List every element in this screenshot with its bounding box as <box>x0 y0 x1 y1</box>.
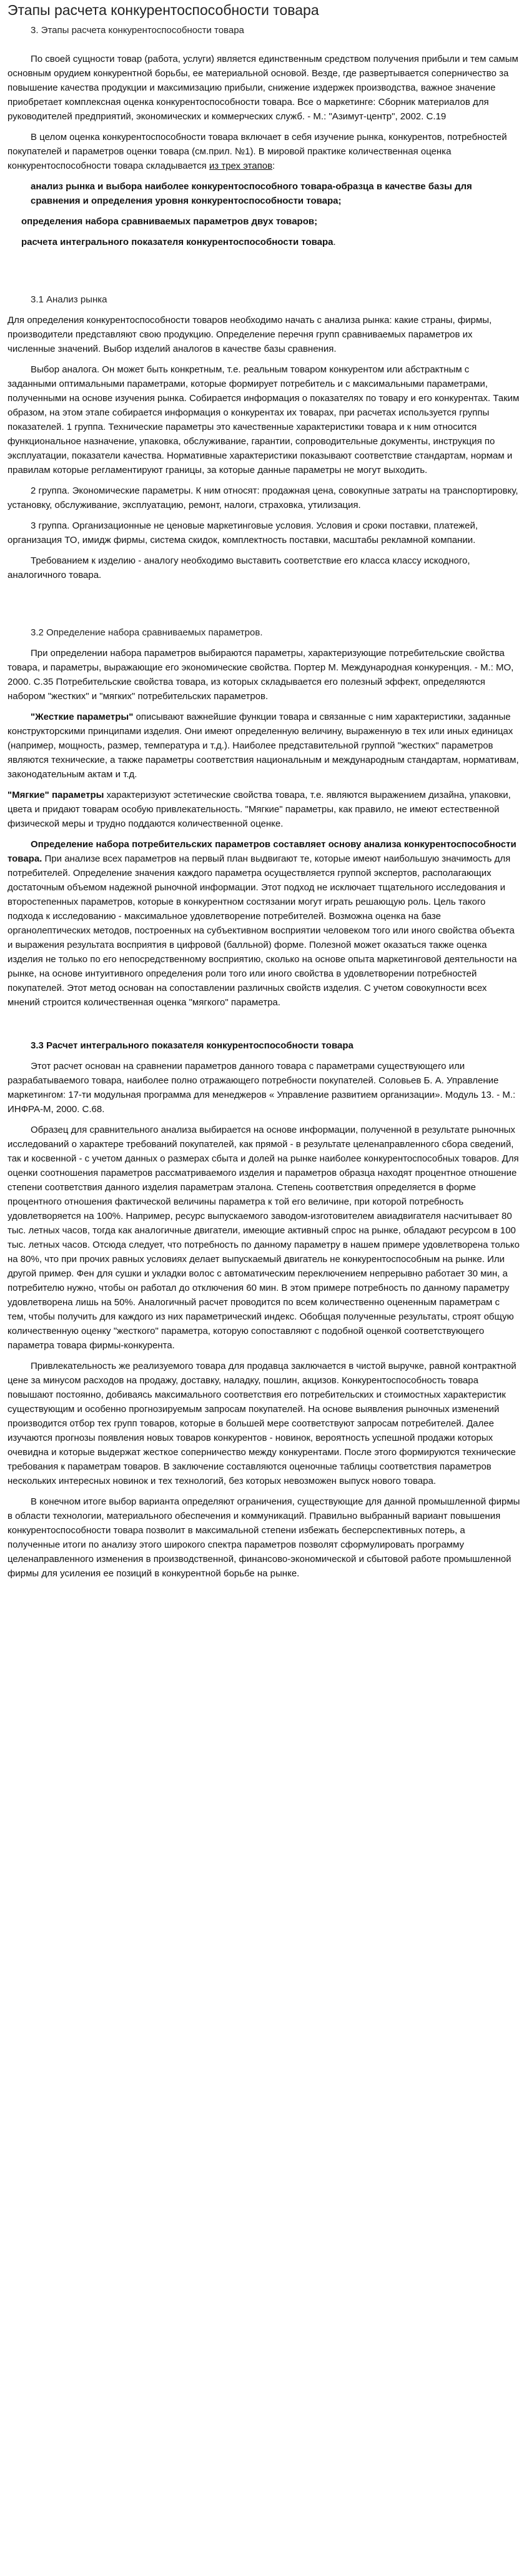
section-3-1-heading: 3.1 Анализ рынка <box>31 294 107 305</box>
hard-params-term: "Жесткие параметры" <box>31 712 134 722</box>
stage-item-3-text: расчета интегрального показателя конкурентоспособности товара <box>21 237 334 247</box>
p32-1: При определении набора параметров выбираются параметры, характеризующие потребительские свойства товара, и параметры, выражающие его экономические свойства. Портер М. Международная конкуренция. - М.: МО, 2000. С.35 Потребительские свойства товара, из которых складывается его полезный эффект, определяются набором "жестких" и "мягких" потребительских параметров. <box>7 648 514 702</box>
p33-1: Этот расчет основан на сравнении параметров данного товара с параметрами существующего или разрабатываемого товара, наиболее полно отражающего потребности покупателей. Соловьев Б. А. Управление маркетингом: 17-ти модульная программа для менеджеров « Управление развитием организации». Модуль 13. - М.: ИНФРА-М, 2000. С.68. <box>7 1061 516 1115</box>
document-page <box>0 2 529 1581</box>
p32-4-bold: Определение набора потребительских параметров составляет основу анализа конкурентоспособности товара. <box>7 839 517 864</box>
general-text: В целом оценка конкурентоспособности товара включает в себя изучение рынка, конкурентов, потребностей покупателей и параметров оценки товара (см.прил. №1). В мировой практике количественная оценка конкурентоспособности товара складывается <box>7 132 507 171</box>
p32-3-text: характеризуют эстетические свойства товара, т.е. являются выражением дизайна, упаковки, цвета и придают товарам особую привлекательность. "Мягкие" параметры, как правило, не имеют естественной физической меры и трудно поддаются количественной оценке. <box>7 790 511 829</box>
p31-4: 3 группа. Организационные не ценовые маркетинговые условия. Условия и сроки поставки, платежей, организация ТО, имидж фирмы, система скидок, комплектность поставки, масштабы рекламной компании. <box>7 520 478 545</box>
p32-2-text: описывают важнейшие функции товара и связанные с ним характеристики, заданные конструкторскими принципами изделия. Они имеют определенную величину, выраженную в тех или иных единицах (например, мощность, размер, температура и т.д.). Наиболее представительной группой "жестких" параметров являются технические, а также параметры соответствия национальным и международным стандартам, нормативам, законодательным актам и т.д. <box>7 712 519 780</box>
p33-4: В конечном итоге выбор варианта определяют ограничения, существующие для данной промышленной фирмы в области технологии, материального обеспечения и коммуникаций. Правильно выбранный вариант повышения конкурентоспособности товара позволит в максимальной степени избежать бесперспективных потерь, а полученные итоги по анализу этого широкого спектра параметров позволят сформулировать программу целенаправленного изменения в производственной, финансово-экономической и сбытовой работе промышленной фирмы для усиления ее позиций в конкурентной борьбе на рынке. <box>7 1496 520 1579</box>
section-3-3-heading: 3.3 Расчет интегрального показателя конкурентоспособности товара <box>31 1040 353 1051</box>
section-3-2-heading: 3.2 Определение набора сравниваемых параметров. <box>31 627 263 638</box>
stage-item-3 <box>21 235 520 249</box>
general-paragraph <box>7 130 520 173</box>
p31-2: Выбор аналога. Он может быть конкретным, т.е. реальным товаром конкурентом или абстрактным с заданными оптимальными параметрами, которые формирует потребитель и с максимальными параметрами, полученными на основе изучения рынка. Собирается информация о показателях по товару и его конкурентах. Таким образом, на этом этапе собирается информация о конкурентах их товарах, при расчетах используется группы показателей. 1 группа. Технические параметры это качественные характеристики товара и к ним относится функциональное назначение, упаковка, обслуживание, гарантии, сопроводительные документы, инструкция по эксплуатации, показатели качества. Нормативные характеристики показывают соответствие стандартам, нормам и правилам которые регламентируют границы, за которые данные параметры не могут выходить. <box>7 364 520 475</box>
section-3-heading: 3. Этапы расчета конкурентоспособности товара <box>31 25 244 36</box>
p31-3: 2 группа. Экономические параметры. К ним относят: продажная цена, совокупные затраты на транспортировку, установку, обслуживание, эксплуатацию, ремонт, налоги, страховка, утилизация. <box>7 485 518 510</box>
p33-3: Привлекательность же реализуемого товара для продавца заключается в чистой выручке, равной контрактной цене за минусом расходов на продажу, доставку, наладку, пошлин, акцизов. Конкурентоспособность товара повышают постоянно, добиваясь максимального соответствия его потребительских и стоимостных характеристик существующим и особенно прогнозируемым запросам покупателей. На основе выявления рыночных изменений производится отбор тех групп товаров, которые в большей мере соответствуют запросам потребителей. Далее изучаются прогнозы появления новых товаров конкурентов - новинок, вероятность успешной продажи которых очевидна и которые выдержат жесткое соперничество между конкурентами. После этого формируются технические требования к параметрам товаров. В заключение составляются оценочные таблицы соответствия параметров нескольких интересных новинок и тех технологий, без которых невозможен выпуск нового товара. <box>7 1361 517 1486</box>
page-title: Этапы расчета конкурентоспособности товара <box>7 2 319 18</box>
p31-5: Требованием к изделию - аналогу необходимо выставить соответствие его класса классу искодного, аналогичного товара. <box>7 555 470 580</box>
stage-item-1: анализ рынка и выбора наиболее конкурентоспособного товара-образца в качестве базы для сравнения и определения уровня конкурентоспособности товара; <box>31 181 472 206</box>
intro-paragraph: По своей сущности товар (работа, услуги) является единственным средством получения прибыли и тем самым основным орудием конкурентной борьбы, ее материальной основой. Везде, где развертывается соперничество за повышение качества продукции и максимизацию прибыли, снижение издержек производства, важное значение приобретает комплексная оценка конкурентоспособности товара. Все о маркетинге: Сборник материалов для руководителей предприятий, экономических и коммерческих служб. - М.: "Азимут-центр", 2002. С.19 <box>7 54 518 122</box>
p31-1: Для определения конкурентоспособности товаров необходимо начать с анализа рынка: какие страны, фирмы, производители представляют свою продукцию. Определение перечня групп сравниваемых параметров их численные значений. Выбор изделий аналогов в качестве базы сравнения. <box>7 315 492 354</box>
p32-2 <box>7 710 520 782</box>
p32-3 <box>7 788 520 831</box>
p32-4-text: При анализе всех параметров на первый план выдвигают те, которые имеют наибольшую значимость для потребителей. Определение значения каждого параметра осуществляется группой экспертов, располагающих достаточным объемом надежной рыночной информации. Этот подход не исключает тщательного исследования и второстепенных параметров, которые в конкурентном состязании могут играть решающую роль. Цель такого подхода к исследованию - максимальное удовлетворение потребителей. Возможна оценка на базе органолептических методов, построенных на субъективном восприятии человеком того или иного свойства объекта и выражения результата восприятия в цифровой (балльной) форме. Полезной может оказаться также оценка изделия не только по его непосредственному восприятию, сколько на основе опыта маркетинговой деятельности на рынке, на основе интуитивного определения роли того или иного свойства в удовлетворении потребностей покупателей. Этот метод основан на сопоставлении различных свойств изделия. С учетом совокупности всех мнений строится количественная оценка "мягкого" параметра. <box>7 853 517 1008</box>
p32-4 <box>7 837 520 1010</box>
p33-2: Образец для сравнительного анализа выбирается на основе информации, полученной в результате рыночных исследований о характере требований покупателей, как прямой - в результате целенаправленного сбора сведений, так и косвенной - с учетом данных о размерах сбыта и долей на рынке наиболее конкурентоспособных товаров. Для оценки соотношения параметров рассматриваемого изделия и параметров образца находят процентное отношение степени соответствия данного изделия параметрам эталона. Степень соответствия определяется в форме процентного отношения фактической величины параметра к той его величине, при которой потребность удовлетворяется на 100%. Например, ресурс выпускаемого заводом-изготовителем авиадвигателя насчитывает 80 тыс. летных часов, тогда как аналогичные двигатели, имеющие активный спрос на рынке, обладают ресурсом в 100 тыс. летных часов. Отсюда следует, что потребность по данному параметру в нашем примере удовлетворена только на 80%, что при прочих равных условиях делает выпускаемый двигатель не конкурентоспособным на рынке. Или другой пример. Фен для сушки и укладки волос с автоматическим переключением непрерывно работает 30 мин, а потребителю нужно, чтобы он работал до отключения 60 мин. В этом примере потребность по данному параметру удовлетворена лишь на 50%. Аналогичный расчет проводится по всем количественно оцененным параметрам с тем, чтобы получить для каждого из них параметрический индекс. Обобщая полученные результаты, строят общую количественную оценку "жесткого" параметра, которую сопоставляют с подобной оценкой соответствующего параметра товара фирмы-конкурента. <box>7 1125 520 1351</box>
soft-params-term: "Мягкие" параметры <box>7 790 104 800</box>
three-stages-link-text: из трех этапов <box>209 161 273 171</box>
stage-item-2: определения набора сравниваемых параметров двух товаров; <box>21 216 318 227</box>
stage-item-3-end: . <box>333 237 336 247</box>
general-colon: : <box>272 161 275 171</box>
